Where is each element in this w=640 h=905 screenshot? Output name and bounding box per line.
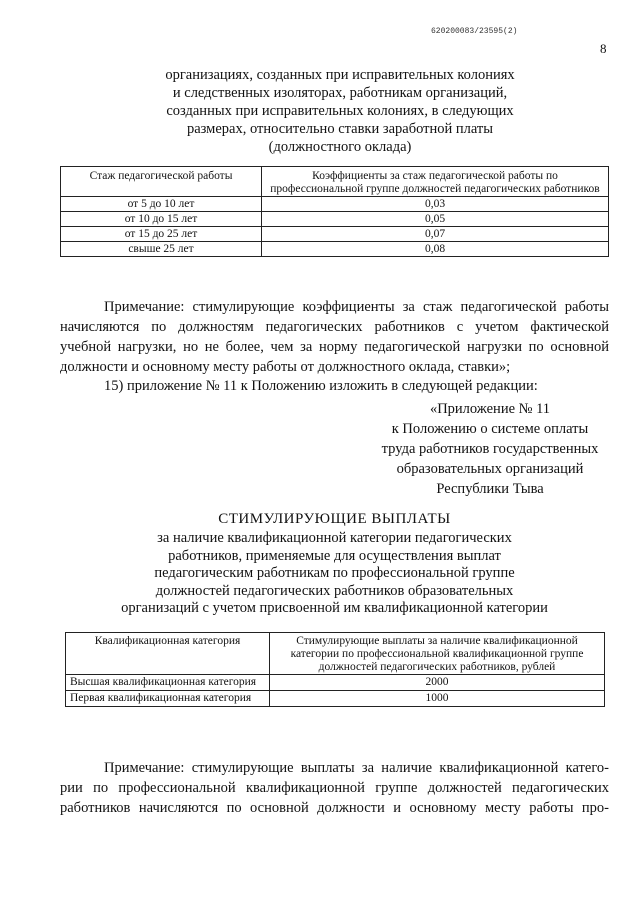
appendix-line: труда работников государственных [381, 441, 599, 457]
experience-cell: от 10 до 15 лет [61, 212, 262, 227]
table-row [61, 197, 609, 212]
column-header-category: Квалификационная категория [66, 633, 270, 675]
table-header-row [61, 167, 609, 197]
seniority-coefficients-table [60, 166, 609, 257]
note-line: Примечание: стимулирующие коэффициенты за стаж педагогической работы [104, 299, 609, 315]
appendix-line: «Приложение № 11 [429, 401, 551, 417]
subtitle-line: работников, применяемые для осуществления выплат [168, 547, 501, 564]
note-line: учебной нагрузки, но не более, чем за норму педагогической нагрузки по основной [60, 339, 609, 355]
section-title: СТИМУЛИРУЮЩИЕ ВЫПЛАТЫ [218, 511, 451, 527]
subtitle-line: за наличие квалификационной категории педагогических [157, 530, 512, 546]
note-line: должности и основному месту работы от должностного оклада, ставки»; [60, 359, 511, 375]
table-row [61, 212, 609, 227]
coefficient-cell: 0,05 [262, 212, 609, 227]
intro-line: организациях, созданных при исправительных колониях [165, 67, 515, 83]
intro-line: созданных при исправительных колониях, в следующих [166, 103, 514, 119]
page-number: 8 [600, 41, 607, 56]
experience-cell: от 15 до 25 лет [61, 227, 262, 242]
coefficient-cell: 0,08 [262, 242, 609, 257]
appendix-header [340, 399, 640, 499]
coefficient-cell: 0,03 [262, 197, 609, 212]
note-line: рии по профессиональной квалификационной группе должностей педагогических [60, 780, 609, 796]
intro-line: размерах, относительно ставки заработной платы [186, 121, 494, 137]
section-subtitle [60, 530, 609, 618]
subtitle-line: должностей педагогических работников образовательных [155, 582, 514, 599]
appendix-line: Республики Тыва [436, 481, 544, 497]
note-line: работников начисляются по основной должности и основному месту работы про- [60, 800, 609, 816]
table-row [66, 675, 605, 691]
note-seniority [60, 297, 609, 377]
subtitle-line: организаций с учетом присвоенной им квалификационной категории [121, 600, 548, 616]
column-header-coefficients: Коэффициенты за стаж педагогической работы по профессиональной группе должностей педагогических работников [262, 167, 609, 197]
table-row [61, 242, 609, 257]
intro-paragraph [60, 66, 620, 156]
payment-cell: 2000 [270, 675, 605, 691]
experience-cell: свыше 25 лет [61, 242, 262, 257]
note-line: Примечание: стимулирующие выплаты за наличие квалификационной катего- [104, 760, 609, 776]
appendix-line: к Положению о системе оплаты [391, 421, 589, 437]
item-15: 15) приложение № 11 к Положению изложить в следующей редакции: [104, 378, 538, 394]
table-row [61, 227, 609, 242]
payment-cell: 1000 [270, 691, 605, 707]
column-header-payment: Стимулирующие выплаты за наличие квалификационной категории по профессиональной квалификационной группе должностей педагогических работников, рублей [270, 633, 605, 675]
intro-line: (должностного оклада) [268, 139, 412, 155]
intro-line: и следственных изоляторах, работникам организаций, [172, 85, 508, 101]
subtitle-line: педагогическим работникам по профессиональной группе [154, 565, 515, 581]
category-cell: Первая квалификационная категория [66, 691, 270, 707]
note-line: начисляются по должностям педагогических работников с учетом фактической [60, 319, 609, 335]
document-code: 620200083/23595(2) [431, 27, 518, 36]
table-row [66, 691, 605, 707]
column-header-experience: Стаж педагогической работы [61, 167, 262, 197]
experience-cell: от 5 до 10 лет [61, 197, 262, 212]
coefficient-cell: 0,07 [262, 227, 609, 242]
category-cell: Высшая квалификационная категория [66, 675, 270, 691]
qualification-payments-table [65, 632, 605, 707]
appendix-line: образовательных организаций [396, 461, 584, 477]
table-header-row [66, 633, 605, 675]
note-qualification [60, 758, 609, 818]
